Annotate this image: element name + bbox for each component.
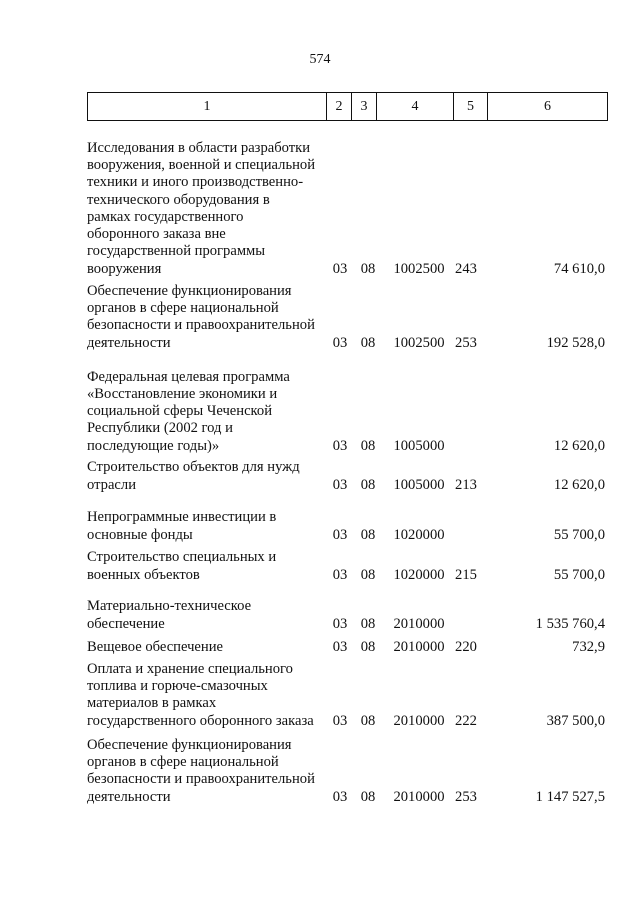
row-expense-type: 220 xyxy=(455,638,477,655)
row-amount: 192 528,0 xyxy=(546,334,605,351)
table-row xyxy=(87,658,607,730)
row-amount: 55 700,0 xyxy=(553,526,605,543)
row-amount: 732,9 xyxy=(572,638,605,655)
row-subsection: 08 xyxy=(360,260,376,277)
column-header-4: 4 xyxy=(377,93,454,121)
row-expense-type: 213 xyxy=(455,476,477,493)
row-subsection: 08 xyxy=(360,476,376,493)
row-target-code: 1020000 xyxy=(393,566,445,583)
row-subsection: 08 xyxy=(360,334,376,351)
row-amount: 387 500,0 xyxy=(546,712,605,729)
row-subsection: 08 xyxy=(360,638,376,655)
row-subsection: 08 xyxy=(360,712,376,729)
row-subsection: 08 xyxy=(360,615,376,632)
row-name: Вещевое обеспечение xyxy=(87,638,224,655)
row-expense-type: 253 xyxy=(455,334,477,351)
row-target-code: 1005000 xyxy=(393,476,445,493)
row-name: Строительство специальных и военных объектов xyxy=(87,549,277,583)
row-section: 03 xyxy=(332,260,348,277)
row-expense-type: 253 xyxy=(455,788,477,805)
row-amount: 1 535 760,4 xyxy=(535,615,605,632)
table-row xyxy=(87,637,607,656)
row-section: 03 xyxy=(332,615,348,632)
row-name: Материально-техническое обеспечение xyxy=(87,598,252,632)
row-target-code: 2010000 xyxy=(393,788,445,805)
table-row xyxy=(87,365,607,455)
row-section: 03 xyxy=(332,437,348,454)
table-row xyxy=(87,130,607,278)
column-header-1: 1 xyxy=(88,93,327,121)
row-section: 03 xyxy=(332,334,348,351)
row-target-code: 1002500 xyxy=(393,334,445,351)
row-target-code: 2010000 xyxy=(393,615,445,632)
row-amount: 1 147 527,5 xyxy=(535,788,605,805)
row-expense-type: 215 xyxy=(455,566,477,583)
table-row xyxy=(87,458,607,494)
row-name: Обеспечение функционирования органов в сфере национальной безопасности и правоохранительной деятельности xyxy=(87,736,315,805)
row-subsection: 08 xyxy=(360,566,376,583)
row-subsection: 08 xyxy=(360,437,376,454)
row-expense-type: 222 xyxy=(455,712,477,729)
row-amount: 12 620,0 xyxy=(553,437,605,454)
column-header-6: 6 xyxy=(488,93,608,121)
column-header-2: 2 xyxy=(327,93,352,121)
table-row xyxy=(87,734,607,806)
row-name: Обеспечение функционирования органов в сфере национальной безопасности и правоохранительной деятельности xyxy=(87,282,315,351)
row-name: Исследования в области разработки вооружения, военной и специальной техники и иного производственно- технического оборудования в рамках государственного оборонного заказа вне государственной программы вооружения xyxy=(87,139,316,277)
row-section: 03 xyxy=(332,566,348,583)
row-target-code: 2010000 xyxy=(393,712,445,729)
row-name: Строительство объектов для нужд отрасли xyxy=(87,459,300,493)
row-name: Федеральная целевая программа «Восстановление экономики и социальной сферы Чеченской Республики (2002 год и последующие годы)» xyxy=(87,368,290,454)
row-amount: 55 700,0 xyxy=(553,566,605,583)
column-header-5: 5 xyxy=(454,93,488,121)
row-target-code: 1002500 xyxy=(393,260,445,277)
row-target-code: 2010000 xyxy=(393,638,445,655)
row-subsection: 08 xyxy=(360,526,376,543)
row-section: 03 xyxy=(332,638,348,655)
table-row xyxy=(87,280,607,352)
row-section: 03 xyxy=(332,526,348,543)
row-target-code: 1005000 xyxy=(393,437,445,454)
row-amount: 74 610,0 xyxy=(553,260,605,277)
table-row xyxy=(87,548,607,584)
column-header-table xyxy=(87,92,608,121)
row-subsection: 08 xyxy=(360,788,376,805)
column-header-row xyxy=(88,93,608,121)
row-section: 03 xyxy=(332,476,348,493)
row-target-code: 1020000 xyxy=(393,526,445,543)
column-header-3: 3 xyxy=(352,93,377,121)
row-section: 03 xyxy=(332,712,348,729)
table-row xyxy=(87,597,607,633)
table-row xyxy=(87,508,607,544)
page-number: 574 xyxy=(309,52,331,67)
row-name: Оплата и хранение специального топлива и горюче-смазочных материалов в рамках государственного оборонного заказа xyxy=(87,660,314,729)
row-name: Непрограммные инвестиции в основные фонды xyxy=(87,509,277,543)
row-expense-type: 243 xyxy=(455,260,477,277)
row-amount: 12 620,0 xyxy=(553,476,605,493)
row-section: 03 xyxy=(332,788,348,805)
